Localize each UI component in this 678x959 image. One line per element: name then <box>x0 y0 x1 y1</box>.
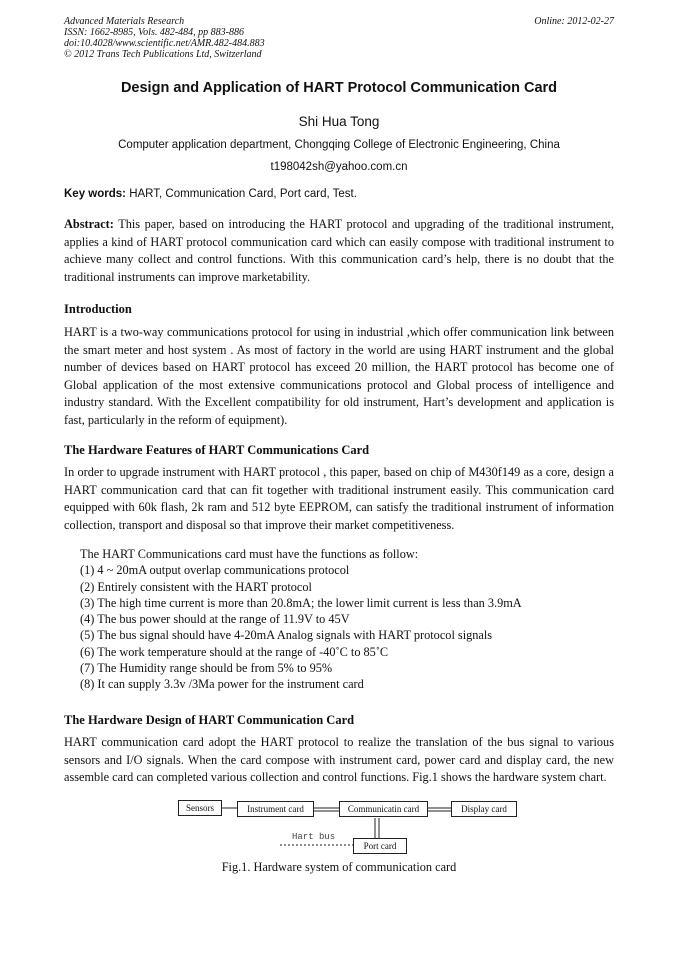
list-item: (4) The bus power should at the range of 11.9V to 45V <box>80 612 350 627</box>
introduction-text: HART is a two-way communications protocol for using in industrial ,which offer communication link between the smart meter and host system . As most of factory in the world are using HART instrument and the global number of devices based on HART protocol has exceed 20 million, the HART protocol has become one of Global application of the most extensive communications protocol and Global process of intelligence and industry standard. With the Excellent compatibility for old instrument, Hart’s development and application is fast, particularly in the reform of equipment). <box>64 325 614 427</box>
port-card-box: Port card <box>353 838 407 854</box>
issn-line: ISSN: 1662-8985, Vols. 482-484, pp 883-886 <box>64 27 244 38</box>
design-heading: The Hardware Design of HART Communication Card <box>64 713 355 727</box>
author-name: Shi Hua Tong <box>298 114 380 129</box>
abstract <box>64 216 614 286</box>
copyright-line: © 2012 Trans Tech Publications Ltd, Switzerland <box>64 49 262 60</box>
list-item: (8) It can supply 3.3v /3Ma power for the instrument card <box>80 677 364 692</box>
features-heading: The Hardware Features of HART Communications Card <box>64 443 370 457</box>
journal-header <box>64 16 265 60</box>
online-date: Online: 2012-02-27 <box>534 16 614 27</box>
list-item: (2) Entirely consistent with the HART protocol <box>80 579 312 594</box>
keywords-label: Key words: <box>64 188 126 200</box>
list-item: (6) The work temperature should at the range of -40˚C to 85˚C <box>80 644 389 659</box>
hart-bus-label: Hart bus <box>292 832 336 842</box>
doi-line: doi:10.4028/www.scientific.net/AMR.482-484.883 <box>64 38 265 49</box>
display-card-box: Display card <box>451 801 517 817</box>
affiliation: Computer application department, Chongqing College of Electronic Engineering, China <box>118 139 560 151</box>
features-list <box>80 546 522 693</box>
list-intro: The HART Communications card must have the functions as follow: <box>80 547 419 561</box>
list-item: (5) The bus signal should have 4-20mA Analog signals with HART protocol signals <box>80 628 493 643</box>
list-item: (7) The Humidity range should be from 5% to 95% <box>80 661 333 676</box>
abstract-text: This paper, based on introducing the HART protocol and upgrading of the traditional instrument, applies a kind of HART protocol communication card which can easily compose with traditional instrument to achieve many collect and control functions. With this communication card’s help, there is no doubt that the traditional instruments can improve marketability. <box>64 217 614 284</box>
introduction-heading: Introduction <box>64 302 132 316</box>
sensors-box: Sensors <box>178 800 222 816</box>
list-item: (3) The high time current is more than 20.8mA; the lower limit current is less than 3.9mA <box>80 595 522 610</box>
keywords <box>64 188 357 200</box>
hardware-system-figure <box>175 798 520 858</box>
abstract-label: Abstract: <box>64 217 114 231</box>
keywords-text: HART, Communication Card, Port card, Test. <box>126 188 357 200</box>
features-text: In order to upgrade instrument with HART protocol , this paper, based on chip of M430f149 as a core, design a HART communication card that can fit together with traditional instrument easily. This communication card equipped with 60k flash, 2k ram and 512 byte EEPROM, can satisfy the traditional instrument of information collection, transport and disposal so that improve their market competitiveness. <box>64 465 614 532</box>
communication-card-box: Communicatin card <box>339 801 428 817</box>
design-text: HART communication card adopt the HART protocol to realize the translation of the bus signal to various sensors and I/O signals. When the card compose with instrument card, power card and display card, the new assemble card can completed various collection and control functions. Fig.1 shows the hardware system chart. <box>64 735 614 784</box>
paper-title: Design and Application of HART Protocol Communication Card <box>120 80 558 96</box>
figure-caption: Fig.1. Hardware system of communication card <box>221 860 457 874</box>
author-email: t198042sh@yahoo.com.cn <box>270 161 408 173</box>
journal-name: Advanced Materials Research <box>64 16 185 27</box>
list-item: (1) 4 ~ 20mA output overlap communications protocol <box>80 563 350 578</box>
instrument-card-box: Instrument card <box>237 801 314 817</box>
